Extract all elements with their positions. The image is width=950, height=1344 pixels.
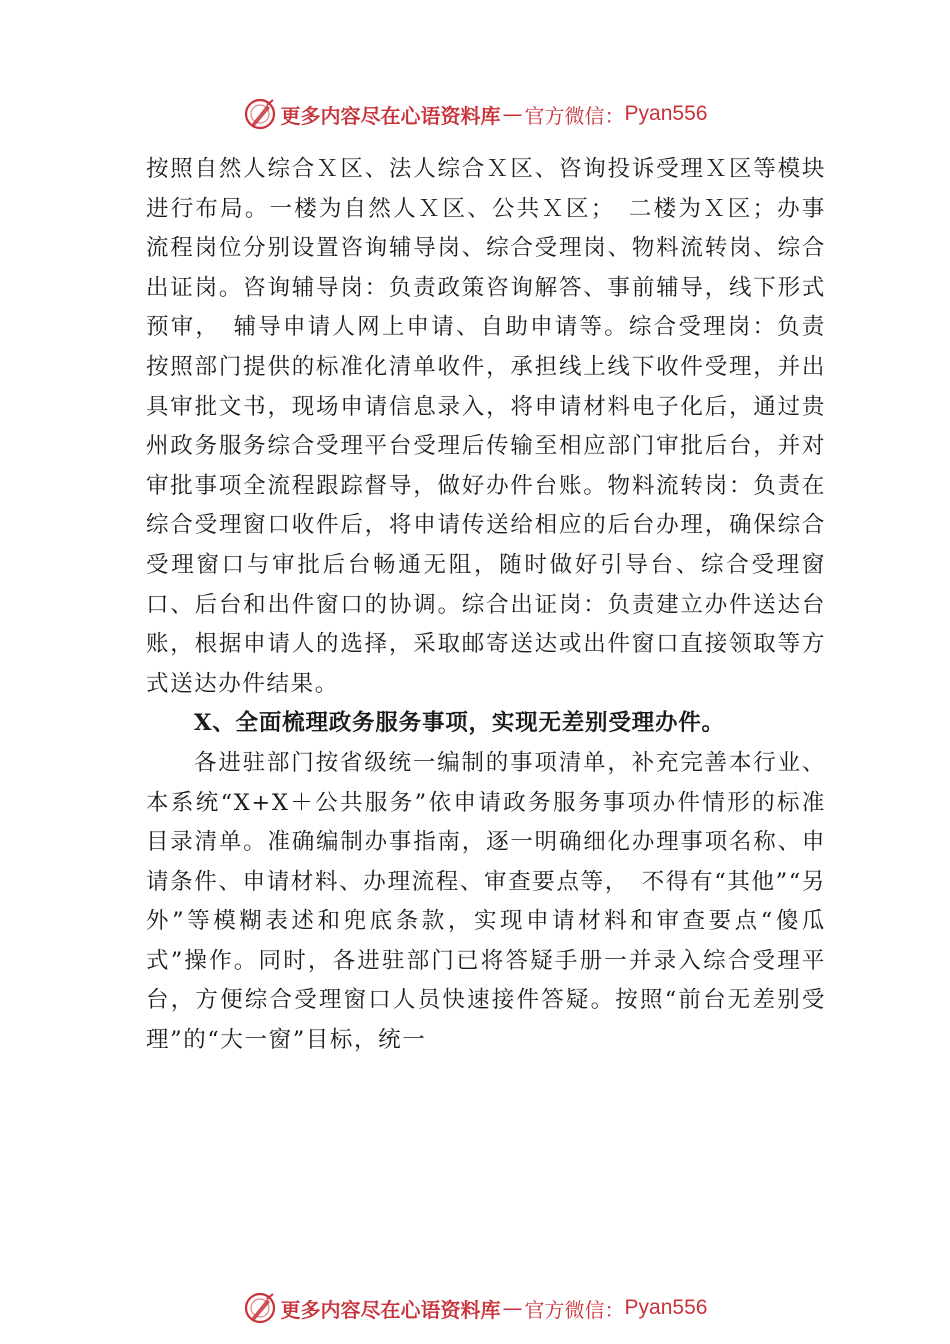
quill-logo-icon bbox=[243, 97, 277, 131]
paragraph-2: 各进驻部门按省级统一编制的事项清单，补充完善本行业、本系统“X+X＋公共服务”依申请政务服务事项办件情形的标准目录清单。准确编制办事指南，逐一明确细化办理事项名称、申请条件、申请材料、办理流程、审查要点等， 不得有“其他”“另外”等模糊表述和兜底条款，实现申请材料和审查要点“傻瓜式”操作。同时，各进驻部门已将答疑手册一并录入综合受理平台，方便综合受理窗口人员快速接件答疑。按照“前台无差别受理”的“大一窗”目标，统一 bbox=[146, 749, 826, 1054]
document-body bbox=[146, 150, 826, 1061]
watermark-wechat-id: Pyan556 bbox=[624, 1296, 708, 1319]
section-heading: X、全面梳理政务服务事项，实现无差别受理办件。 bbox=[194, 710, 725, 737]
watermark-separator: — bbox=[502, 1296, 523, 1320]
watermark-library-name: 更多内容尽在心语资料库 bbox=[280, 103, 501, 128]
header-watermark bbox=[0, 92, 950, 136]
watermark-wechat-label: 官方微信： bbox=[524, 103, 625, 128]
quill-logo-icon bbox=[243, 1291, 277, 1325]
watermark-library-name: 更多内容尽在心语资料库 bbox=[280, 1297, 501, 1322]
watermark-wechat-id: Pyan556 bbox=[624, 102, 708, 125]
paragraph-1: 按照自然人综合Ｘ区、法人综合Ｘ区、咨询投诉受理Ｘ区等模块进行布局。一楼为自然人Ｘ区、公共Ｘ区； 二楼为Ｘ区；办事流程岗位分别设置咨询辅导岗、综合受理岗、物料流转岗、综合出证岗。咨询辅导岗：负责政策咨询解答、事前辅导，线下形式预审， 辅导申请人网上申请、自助申请等。综合受理岗：负责按照部门提供的标准化清单收件，承担线上线下收件受理，并出具审批文书，现场申请信息录入，将申请材料电子化后，通过贵州政务服务综合受理平台受理后传输至相应部门审批后台，并对审批事项全流程跟踪督导，做好办件台账。物料流转岗：负责在综合受理窗口收件后，将申请传送给相应的后台办理，确保综合受理窗口与审批后台畅通无阻，随时做好引导台、综合受理窗口、后台和出件窗口的协调。综合出证岗：负责建立办件送达台账，根据申请人的选择，采取邮寄送达或出件窗口直接领取等方式送达办件结果。 bbox=[146, 156, 826, 697]
watermark-wechat-label: 官方微信： bbox=[524, 1297, 625, 1322]
footer-watermark bbox=[0, 1286, 950, 1330]
watermark-separator: — bbox=[502, 102, 523, 126]
